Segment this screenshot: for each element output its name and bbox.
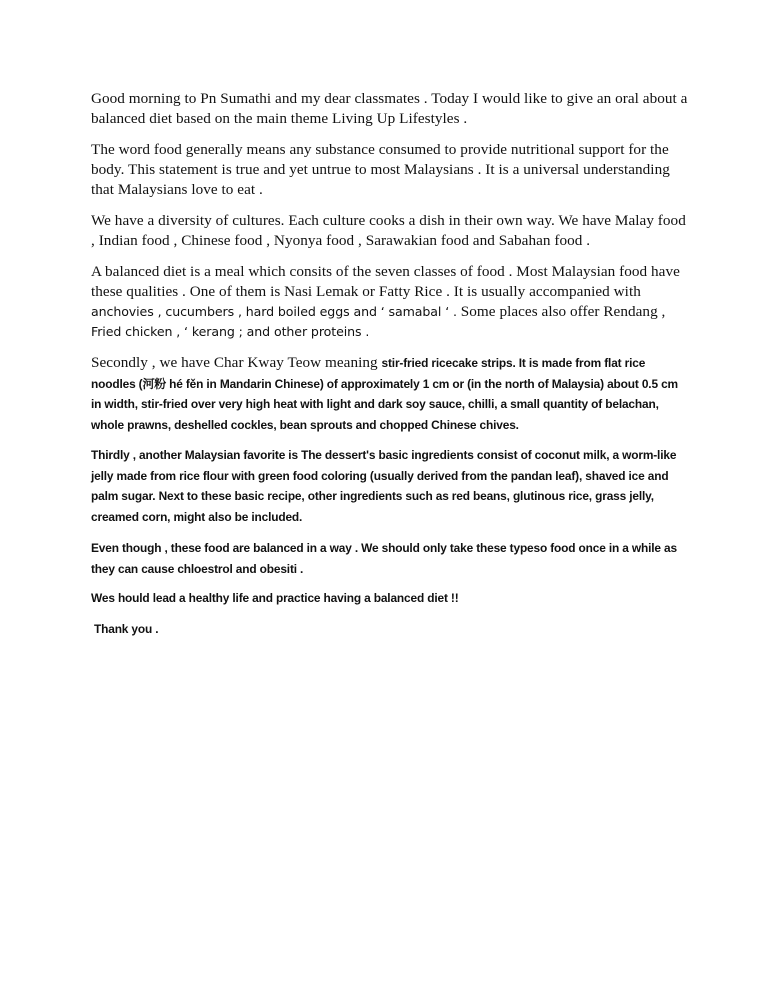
paragraph-dessert: Thirdly , another Malaysian favorite is The dessert's basic ingredients consist of coconut milk, a worm-like jelly made from rice flour with green food coloring (usually derived from the pandan leaf), shaved ice and palm sugar. Next to these basic recipe, other ingredients such as red beans, glutinous rice, grass jelly, creamed corn, might also be included.: [91, 448, 677, 524]
paragraph-cultures: We have a diversity of cultures. Each culture cooks a dish in their own way. We have Malay food , Indian food , Chinese food , Nyonya food , Sarawakian food and Sabahan food .: [91, 212, 686, 249]
nasi-lemak-accompaniments: anchovies , cucumbers , hard boiled eggs and ‘ samabal ‘ .: [91, 304, 457, 319]
paragraph-food-definition: The word food generally means any substance consumed to provide nutritional support for the body. This statement is true and yet untrue to most Malaysians . It is a universal understanding that Malaysians love to eat .: [91, 141, 670, 198]
paragraph-healthy-life: Wes hould lead a healthy life and practice having a balanced diet !!: [91, 591, 459, 605]
document-body: [91, 89, 691, 650]
paragraph-thank-you: Thank you .: [94, 621, 159, 636]
other-proteins-text: Fried chicken , ‘ kerang ; and other proteins .: [91, 324, 370, 339]
paragraph-char-kway-teow: [91, 353, 691, 435]
rendang-text: Some places also offer Rendang ,: [460, 303, 666, 320]
paragraph-balanced-diet: [91, 262, 691, 342]
paragraph-greeting: Good morning to Pn Sumathi and my dear classmates . Today I would like to give an oral about a balanced diet based on the main theme Living Up Lifestyles .: [91, 90, 688, 127]
paragraph-balance-warning: Even though , these food are balanced in a way . We should only take these typeso food once in a while as they can cause chloestrol and obesiti .: [91, 541, 677, 576]
char-kway-teow-lead: Secondly , we have Char Kway Teow meaning: [91, 354, 382, 371]
balanced-diet-text: A balanced diet is a meal which consits of the seven classes of food . Most Malaysian food have these qualities . One of them is Nasi Lemak or Fatty Rice . It is usually accompanied with: [91, 263, 680, 300]
char-kway-teow-description: stir-fried ricecake strips. It is made from flat rice noodles (河粉 hé fěn in Mandarin Chinese) of approximately 1 cm or (in the north of Malaysia) about 0.5 cm in width, stir-fried over very high heat with light and dark soy sauce, chilli, a small quantity of belachan, whole prawns, deshelled cockles, bean sprouts and chopped Chinese chives.: [91, 356, 678, 432]
